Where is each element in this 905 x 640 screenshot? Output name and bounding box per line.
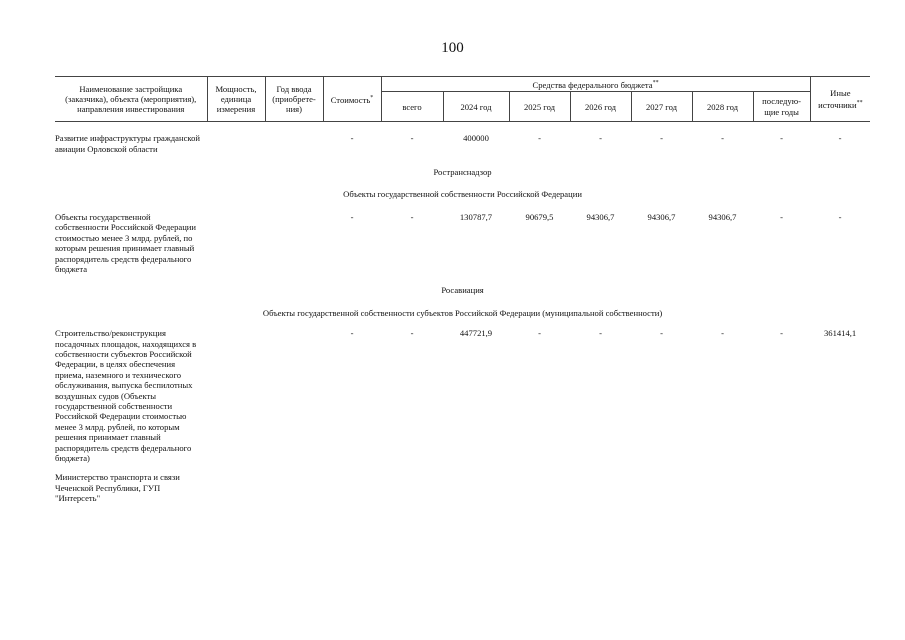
section-row (55, 275, 870, 301)
section-subheading: Объекты государственной собственности субъектов Российской Федерации (муниципальной собственности) (262, 307, 663, 318)
row-2024: 130787,7 (459, 211, 493, 222)
row-2025: 90679,5 (525, 211, 554, 222)
section-row (55, 302, 870, 324)
header-other (810, 77, 870, 122)
header-2024: 2024 год (443, 92, 509, 122)
row-later: - (780, 133, 783, 144)
header-cost-label: Стоимость (330, 94, 371, 105)
header-2028: 2028 год (692, 92, 753, 122)
section-row (55, 183, 870, 205)
table-row (55, 324, 870, 464)
table-row (55, 132, 870, 155)
header-year: Год ввода (приобрете-ния) (265, 77, 323, 122)
section-row (55, 155, 870, 183)
row-2026: - (599, 328, 602, 339)
header-capacity: Мощность, единица измерения (207, 77, 265, 122)
row-2027: 94306,7 (647, 211, 676, 222)
row-2028: - (721, 133, 724, 144)
header-cost (323, 77, 381, 122)
row-cost: - (350, 133, 354, 144)
header-2026: 2026 год (570, 92, 631, 122)
row-total: - (410, 328, 414, 339)
spacer-cell (55, 122, 870, 133)
row-capacity (207, 132, 265, 155)
row-2028: 94306,7 (708, 211, 737, 222)
header-cost-mark: * (370, 95, 374, 101)
row-name: Строительство/реконструкция посадочных площадок, находящихся в собственности субъектов Российской Федерации, в целях обеспечения приема, наземного и технического обслуживания, выпуска беспилотных воздушных судов (Объекты государственной собственности Российской Федерации стоимостью менее 3 млрд. рублей, по которым решения принимает главный распорядитель средств федерального бюджета) (55, 328, 197, 464)
row-2024: 400000 (463, 133, 489, 144)
header-federal (381, 77, 810, 92)
row-2025: - (538, 133, 541, 144)
row-name: Развитие инфраструктуры гражданской авиации Орловской области (55, 133, 201, 154)
table-row (55, 206, 870, 275)
row-capacity (207, 324, 265, 464)
row-2027: - (660, 133, 663, 144)
header-2027: 2027 год (631, 92, 692, 122)
row-2025: - (538, 328, 541, 339)
row-empty-cells (207, 464, 870, 504)
table-row (55, 464, 870, 504)
header-name: Наименование застройщика (заказчика), объекта (мероприятия), направления инвестирования (55, 77, 207, 122)
row-cost: - (350, 328, 354, 339)
row-total: - (410, 133, 414, 144)
row-2027: - (660, 328, 663, 339)
header-row-top (55, 77, 870, 92)
row-2026: 94306,7 (586, 211, 615, 222)
section-heading: Ространснадзор (433, 167, 492, 178)
row-cost: - (350, 211, 354, 222)
row-other: - (838, 133, 842, 144)
row-other: 361414,1 (823, 328, 857, 339)
header-federal-label: Средства федерального бюджета (532, 79, 653, 90)
federal-budget-table (55, 76, 870, 505)
spacer-row (55, 122, 870, 133)
page-number: 100 (441, 40, 464, 56)
header-federal-mark: ** (652, 80, 659, 86)
row-capacity (207, 206, 265, 275)
row-later: - (780, 211, 783, 222)
row-name: Министерство транспорта и связи Чеченской Республики, ГУП "Интерсеть" (55, 472, 180, 504)
row-2024: 447721,9 (459, 328, 493, 339)
row-name: Объекты государственной собственности Российской Федерации стоимостью менее 3 млрд. рублей, по которым решения принимает главный распорядитель средств федерального бюджета (55, 211, 196, 274)
row-total: - (410, 211, 414, 222)
header-2025: 2025 год (509, 92, 570, 122)
header-other-mark: ** (856, 100, 863, 107)
section-subheading: Объекты государственной собственности Российской Федерации (343, 189, 582, 200)
section-heading: Росавиация (441, 285, 484, 296)
row-year (265, 324, 323, 464)
row-2028: - (721, 328, 724, 339)
header-total: всего (381, 92, 443, 122)
row-later: - (780, 328, 783, 339)
row-year (265, 206, 323, 275)
header-later: последую-щие годы (753, 92, 810, 122)
header-other-label: Иные источники (818, 87, 857, 111)
row-2026: - (599, 133, 602, 144)
row-year (265, 132, 323, 155)
row-other: - (838, 211, 842, 222)
